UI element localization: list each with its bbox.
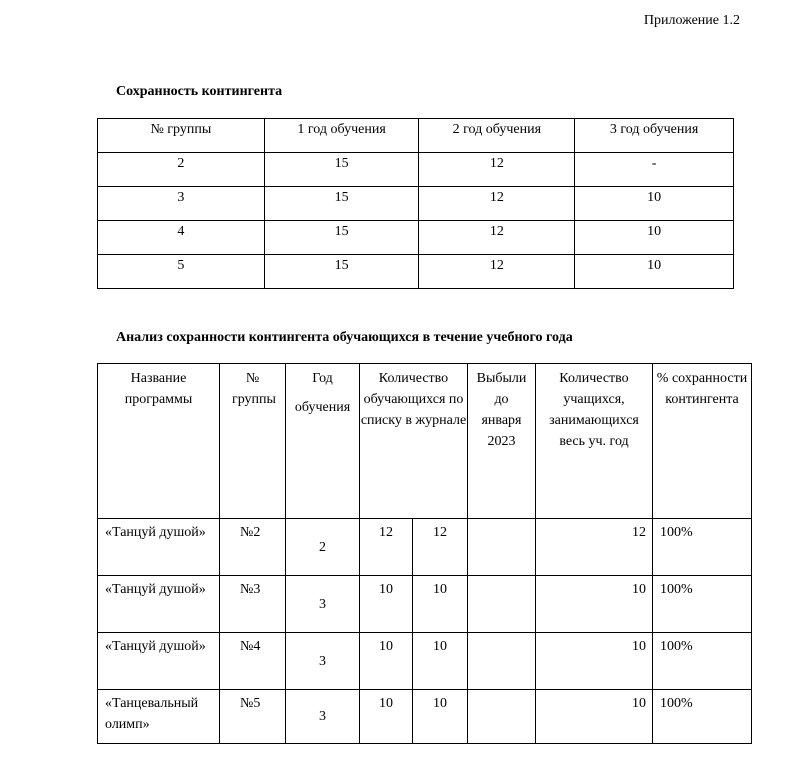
dropped-cell (468, 519, 536, 576)
year-cell: 2 (286, 519, 360, 576)
header-attending: Количество учащихся, занимающихся весь уч. год (536, 364, 653, 519)
count-a-cell: 12 (360, 519, 413, 576)
header-percent: % сохранности контингента (653, 364, 752, 519)
table-row (98, 519, 752, 576)
header-program: Название программы (98, 364, 220, 519)
header-group: № группы (220, 364, 286, 519)
program-cell: «Танцуй душой» (98, 633, 220, 690)
table-cell: 12 (419, 187, 575, 221)
count-a-cell: 10 (360, 690, 413, 744)
header-year-line1: Год (312, 371, 333, 386)
year-cell: 3 (286, 576, 360, 633)
table-cell: 3 (98, 187, 265, 221)
table-cell: 10 (575, 221, 734, 255)
count-b-cell: 10 (413, 690, 468, 744)
table-row (98, 153, 734, 187)
table-cell: - (575, 153, 734, 187)
table-cell: 15 (264, 255, 419, 289)
table-row (98, 576, 752, 633)
table-row (98, 187, 734, 221)
percent-cell: 100% (653, 519, 752, 576)
attending-cell: 10 (536, 633, 653, 690)
group-cell: №4 (220, 633, 286, 690)
header-cell: 3 год обучения (575, 119, 734, 153)
attending-cell: 10 (536, 690, 653, 744)
year-cell: 3 (286, 690, 360, 744)
table-header-row (98, 119, 734, 153)
table-cell: 12 (419, 221, 575, 255)
program-cell: «Танцуй душой» (98, 576, 220, 633)
table-cell: 4 (98, 221, 265, 255)
program-cell: «Танцуй душой» (98, 519, 220, 576)
table-cell: 15 (264, 153, 419, 187)
table-cell: 15 (264, 187, 419, 221)
table-row (98, 221, 734, 255)
contingent-table (97, 118, 734, 289)
percent-cell: 100% (653, 690, 752, 744)
table-cell: 15 (264, 221, 419, 255)
count-b-cell: 10 (413, 576, 468, 633)
count-b-cell: 12 (413, 519, 468, 576)
table-cell: 12 (419, 153, 575, 187)
header-dropped: Выбыли до января 2023 (468, 364, 536, 519)
group-cell: №5 (220, 690, 286, 744)
table-cell: 10 (575, 187, 734, 221)
attending-cell: 12 (536, 519, 653, 576)
percent-cell: 100% (653, 633, 752, 690)
count-a-cell: 10 (360, 576, 413, 633)
table-cell: 2 (98, 153, 265, 187)
table-row (98, 690, 752, 744)
attending-cell: 10 (536, 576, 653, 633)
table-header-row (98, 364, 752, 519)
table-row (98, 255, 734, 289)
table2-title: Анализ сохранности контингента обучающихся в течение учебного года (116, 330, 573, 345)
program-cell: «Танцевальный олимп» (98, 690, 220, 744)
retention-analysis-table (97, 363, 752, 744)
dropped-cell (468, 576, 536, 633)
year-cell: 3 (286, 633, 360, 690)
table1-title: Сохранность контингента (116, 84, 283, 99)
dropped-cell (468, 690, 536, 744)
header-cell: № группы (98, 119, 265, 153)
table-cell: 10 (575, 255, 734, 289)
header-cell: 2 год обучения (419, 119, 575, 153)
group-cell: №2 (220, 519, 286, 576)
table-cell: 5 (98, 255, 265, 289)
header-count: Количество обучающихся по списку в журнале (360, 364, 468, 519)
table-row (98, 633, 752, 690)
count-a-cell: 10 (360, 633, 413, 690)
table-cell: 12 (419, 255, 575, 289)
header-year (286, 364, 360, 519)
header-cell: 1 год обучения (264, 119, 419, 153)
group-cell: №3 (220, 576, 286, 633)
dropped-cell (468, 633, 536, 690)
header-year-line2: обучения (294, 400, 351, 415)
percent-cell: 100% (653, 576, 752, 633)
count-b-cell: 10 (413, 633, 468, 690)
appendix-label: Приложение 1.2 (643, 13, 740, 28)
